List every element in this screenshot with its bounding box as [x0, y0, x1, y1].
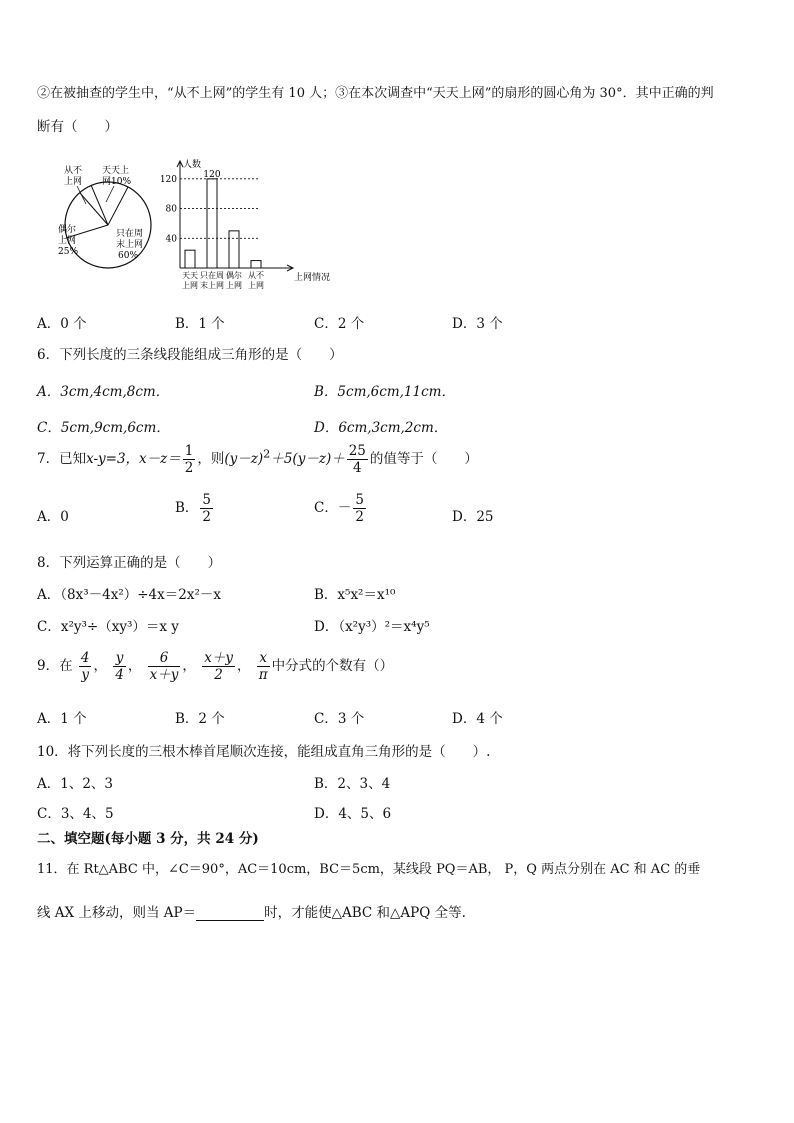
bar-3	[251, 261, 261, 268]
x-tick-1-1: 末上网	[200, 281, 224, 290]
q8-option-b: B．x⁵x²＝x¹⁰	[314, 587, 396, 603]
q9-frac-3: $\frac{6}{x+y}$	[149, 650, 179, 683]
q5-option-c: C．2 个	[314, 316, 365, 332]
q7-frac1: $\frac{1}{2}$	[184, 443, 194, 476]
q8-option-c: C．x²y³÷（xy³）＝x y	[37, 619, 179, 635]
q7-cond1: x-y=3，x－z＝	[86, 451, 181, 467]
pie-divider-2	[91, 185, 108, 225]
q6-option-d: D．6cm,3cm,2cm．	[314, 420, 448, 436]
q7-option-c: C．－ $\frac{5}{2}$	[314, 492, 364, 525]
x-tick-0-1: 上网	[182, 281, 198, 290]
section-2-heading: 二、填空题(每小题 3 分，共 24 分)	[37, 831, 259, 847]
q5-stem-line1: ②在被抽查的学生中，“从不上网”的学生有 10 人；③在本次调查中“天天上网”的扇形的圆心角为 30°．其中正确的判	[37, 86, 714, 101]
x-tick-0-0: 天天	[182, 271, 198, 280]
q7-expr: (y－z)	[224, 451, 264, 467]
x-tick-3-1: 上网	[248, 281, 264, 290]
q9-prefix: 9．在	[37, 658, 73, 674]
pie-label-daily-2: 网10%	[102, 177, 132, 187]
q7-stem	[37, 443, 478, 476]
pie-label-never-1: 从不	[64, 166, 83, 176]
q7-option-d: D．25	[452, 509, 494, 525]
pie-chart	[50, 160, 160, 290]
y-tick-80: 80	[165, 204, 177, 215]
x-tick-1-0: 只在周	[200, 271, 224, 280]
q7-frac2: $\frac{25}{4}$	[348, 443, 366, 476]
q11-line1: 11．在 Rt△ABC 中，∠C＝90°，AC＝10cm，BC＝5cm，某线段 PQ＝AB， P，Q 两点分别在 AC 和 AC 的垂	[37, 862, 701, 877]
bar-2	[229, 231, 239, 268]
x-tick-2-0: 偶尔	[226, 271, 242, 280]
pie-label-occasional-2: 上网	[58, 236, 77, 246]
q9-frac-4: $\frac{x+y}{2}$	[204, 650, 233, 683]
q8-stem: 8．下列运算正确的是（ ）	[37, 555, 222, 571]
y-axis-label: 人数	[183, 160, 202, 170]
q8-option-d: D．（x²y³）²＝x⁴y⁵	[314, 619, 430, 635]
bar-1	[207, 179, 217, 268]
q7-prefix: 7．已知	[37, 451, 87, 467]
q5-option-b: B．1 个	[175, 316, 225, 332]
q9-frac-5: $\frac{x}{\pi}$	[258, 650, 268, 683]
q7-suffix: 的值等于（ ）	[369, 451, 478, 467]
q6-option-c: C．5cm,9cm,6cm．	[37, 420, 170, 436]
q9-option-d: D．4 个	[452, 711, 503, 727]
pie-label-occasional-1: 偶尔	[58, 225, 77, 235]
x-tick-3-0: 从不	[248, 271, 264, 280]
q7-sup: 2	[263, 447, 271, 461]
pie-label-occasional-3: 25%	[58, 247, 79, 257]
q6-stem: 6．下列长度的三条线段能组成三角形的是（ ）	[37, 347, 343, 363]
q9-option-a: A．1 个	[37, 711, 87, 727]
y-tick-120: 120	[159, 174, 177, 185]
q11-line2-a: 线 AX 上移动，则当 AP＝	[37, 905, 197, 921]
pie-label-daily-1: 天天上	[102, 166, 130, 176]
q9-frac-2: $\frac{y}{4}$	[115, 650, 124, 683]
q10-option-a: A．1、2、3	[37, 776, 114, 792]
q10-option-d: D．4、5、6	[314, 806, 392, 822]
q7-mid: ，则	[197, 451, 225, 467]
q10-option-c: C．3、4、5	[37, 806, 114, 822]
pie-divider-1	[80, 193, 108, 225]
q8-option-a: A．（8x³－4x²）÷4x＝2x²－x	[37, 587, 221, 603]
q9-option-b: B．2 个	[175, 711, 225, 727]
q9-frac-1: $\frac{4}{y}$	[80, 650, 90, 683]
q11-line2	[37, 901, 466, 921]
q9-suffix: 中分式的个数有（）	[271, 658, 394, 674]
q10-option-b: B．2、3、4	[314, 776, 391, 792]
q9-option-c: C．3 个	[314, 711, 365, 727]
q7-option-a: A．0	[37, 509, 69, 525]
y-tick-40: 40	[165, 234, 177, 245]
q5-option-a: A．0 个	[37, 316, 87, 332]
x-axis-label: 上网情况	[294, 273, 331, 283]
q11-answer-blank	[196, 906, 264, 921]
q10-stem: 10．将下列长度的三根木棒首尾顺次连接，能组成直角三角形的是（ ）.	[37, 744, 491, 760]
bar-value-label-1: 120	[203, 169, 221, 180]
pie-label-never-2: 上网	[64, 177, 83, 187]
q7-option-b: B． $\frac{5}{2}$	[175, 492, 212, 525]
x-tick-2-1: 上网	[226, 281, 242, 290]
pie-label-weekend-3: 60%	[118, 251, 139, 261]
bar-0	[185, 250, 195, 268]
q5-option-d: D．3 个	[452, 316, 503, 332]
q6-option-b: B．5cm,6cm,11cm．	[314, 384, 455, 400]
q7-expr2: ＋5(y－z)＋	[270, 451, 345, 467]
q6-option-a: A．3cm,4cm,8cm．	[37, 384, 170, 400]
pie-label-weekend-1: 只在周	[116, 229, 144, 239]
pie-label-weekend-2: 末上网	[116, 240, 144, 250]
q5-stem-line2: 断有（ ）	[37, 119, 118, 135]
q9-stem: 9．在 $\frac{4}{y}$ ， $\frac{y}{4}$ ， $\frac{6}{x+y}$ ， $\frac{x+y}{2}$ ， $\frac{x}{\pi}$ 中分式的个数有（）	[37, 650, 394, 683]
q11-line2-b: 时，才能使△ABC 和△APQ 全等.	[264, 905, 466, 921]
bar-chart	[150, 156, 331, 296]
